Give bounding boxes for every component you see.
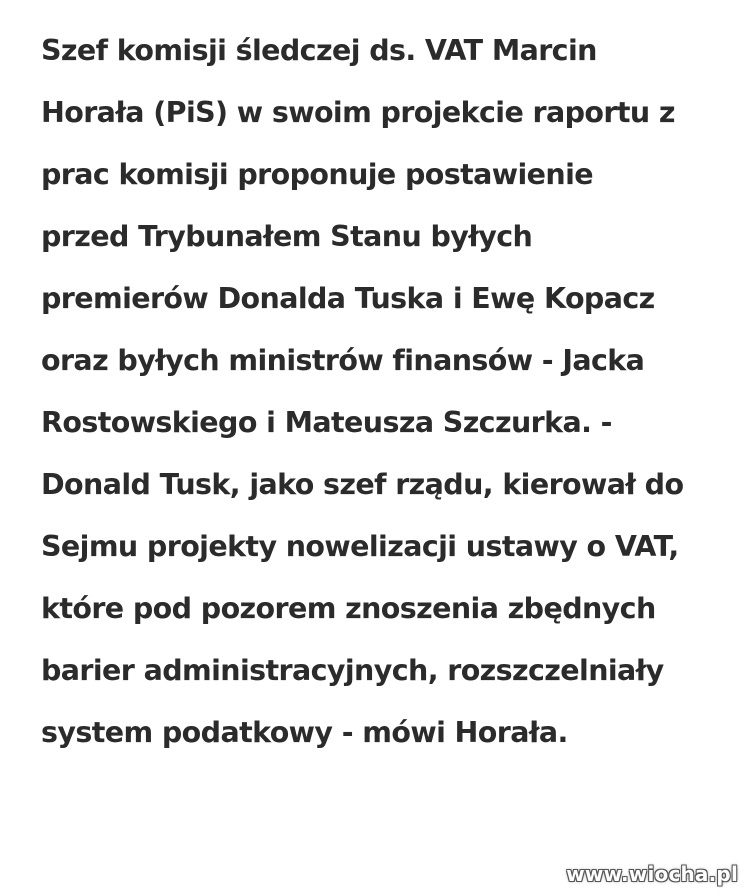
article-line: Horała (PiS) w swoim projekcie raportu z	[41, 96, 675, 129]
article-line: przed Trybunałem Stanu byłych	[41, 220, 533, 253]
article-line: które pod pozorem znoszenia zbędnych	[41, 592, 656, 625]
article-line: barier administracyjnych, rozszczelniały	[41, 654, 664, 687]
article-line: Rostowskiego i Mateusza Szczurka. -	[41, 406, 612, 439]
article-line: oraz byłych ministrów finansów - Jacka	[41, 344, 645, 377]
article-line: premierów Donalda Tuska i Ewę Kopacz	[41, 282, 655, 315]
article-line: Szef komisji śledczej ds. VAT Marcin	[41, 34, 597, 67]
article-line: Donald Tusk, jako szef rządu, kierował do	[41, 468, 684, 501]
article-line: prac komisji proponuje postawienie	[41, 158, 593, 191]
article-line: Sejmu projekty nowelizacji ustawy o VAT,	[41, 530, 679, 563]
article-text	[41, 20, 731, 764]
site-watermark: www.wiocha.pl	[566, 862, 738, 886]
article-line: system podatkowy - mówi Horała.	[41, 716, 568, 749]
